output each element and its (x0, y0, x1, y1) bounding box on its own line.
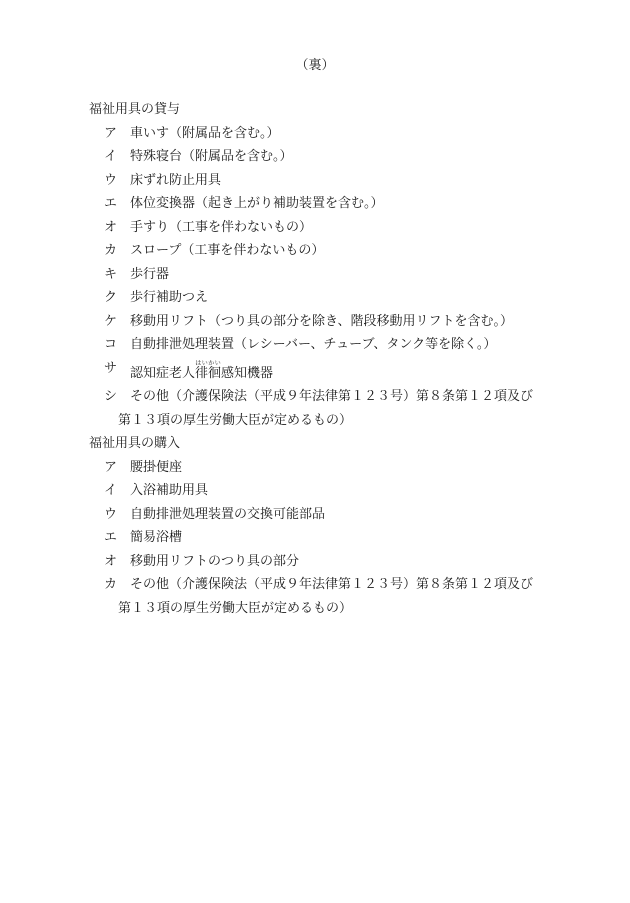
list-item (89, 482, 609, 500)
ruby-reading: はいかい (195, 359, 222, 367)
item-text: スロープ（工事を伴わないもの） (130, 243, 325, 258)
item-text-after: 感知機器 (221, 365, 274, 381)
list-item (89, 195, 609, 213)
item-text: 簡易浴槽 (130, 530, 183, 545)
list-item (89, 266, 609, 284)
list-item (89, 388, 609, 430)
item-text-block (118, 388, 534, 430)
item-text (130, 360, 273, 383)
item-text: 歩行補助つえ (130, 290, 209, 305)
list-item (89, 125, 609, 143)
item-marker: シ (104, 389, 118, 404)
list-item (89, 242, 609, 260)
item-text: 自動排泄処理装置の交換可能部品 (130, 506, 326, 522)
ruby-haikai (195, 359, 222, 381)
item-marker: エ (104, 530, 118, 545)
item-marker: ウ (104, 172, 118, 188)
item-marker: コ (104, 337, 118, 352)
document-body (89, 101, 609, 623)
item-text: 腰掛便座 (130, 459, 183, 475)
item-marker: イ (104, 483, 118, 498)
item-text: 歩行器 (130, 266, 170, 282)
item-marker: ア (104, 125, 118, 141)
item-text: 体位変換器（起き上がり補助装置を含む。） (130, 196, 384, 211)
list-item (89, 459, 609, 477)
section-title-rental: 福祉用具の貸与 (89, 102, 181, 117)
item-marker: ク (104, 290, 118, 305)
list-item (89, 219, 609, 237)
list-item (89, 553, 609, 571)
ruby-base: 徘徊 (195, 365, 222, 381)
item-text: 特殊寝台（附属品を含む。） (130, 149, 293, 164)
item-marker: イ (104, 149, 118, 164)
list-item (89, 360, 609, 383)
list-item (89, 576, 609, 618)
item-marker: ケ (104, 313, 118, 329)
list-item (89, 336, 609, 354)
list-item (89, 506, 609, 524)
item-marker: ウ (104, 506, 118, 522)
list-item (89, 529, 609, 547)
list-item (89, 148, 609, 166)
item-text-continuation: 第１３項の厚生労働大臣が定めるもの） (118, 412, 353, 428)
item-text: 手すり（工事を伴わないもの） (130, 219, 313, 235)
item-text: 移動用リフトのつり具の部分 (130, 553, 300, 569)
item-text: その他（介護保険法（平成９年法律第１２３号）第８条第１２項及び (130, 577, 534, 592)
item-text: 自動排泄処理装置（レシーバー、チューブ、タンク等を除く。） (130, 337, 497, 352)
section-title-purchase: 福祉用具の購入 (89, 436, 181, 451)
page-heading: （裏） (295, 58, 335, 73)
item-text-before: 認知症老人 (130, 365, 196, 381)
item-text-block (118, 576, 534, 618)
item-marker: カ (104, 577, 118, 592)
item-text: その他（介護保険法（平成９年法律第１２３号）第８条第１２項及び (130, 389, 534, 404)
list-item (89, 313, 609, 331)
item-marker: エ (104, 196, 118, 211)
item-marker: サ (104, 360, 118, 376)
item-marker: キ (104, 266, 118, 282)
item-text: 床ずれ防止用具 (130, 172, 222, 188)
item-marker: ア (104, 459, 118, 475)
item-marker: オ (104, 553, 118, 569)
item-text-continuation: 第１３項の厚生労働大臣が定めるもの） (118, 600, 353, 616)
item-marker: カ (104, 243, 118, 258)
item-text: 車いす（附属品を含む。） (130, 125, 280, 141)
item-text: 移動用リフト（つり具の部分を除き、階段移動用リフトを含む。） (130, 313, 513, 329)
item-marker: オ (104, 219, 118, 235)
item-text: 入浴補助用具 (130, 483, 209, 498)
list-item (89, 289, 609, 307)
list-item (89, 172, 609, 190)
